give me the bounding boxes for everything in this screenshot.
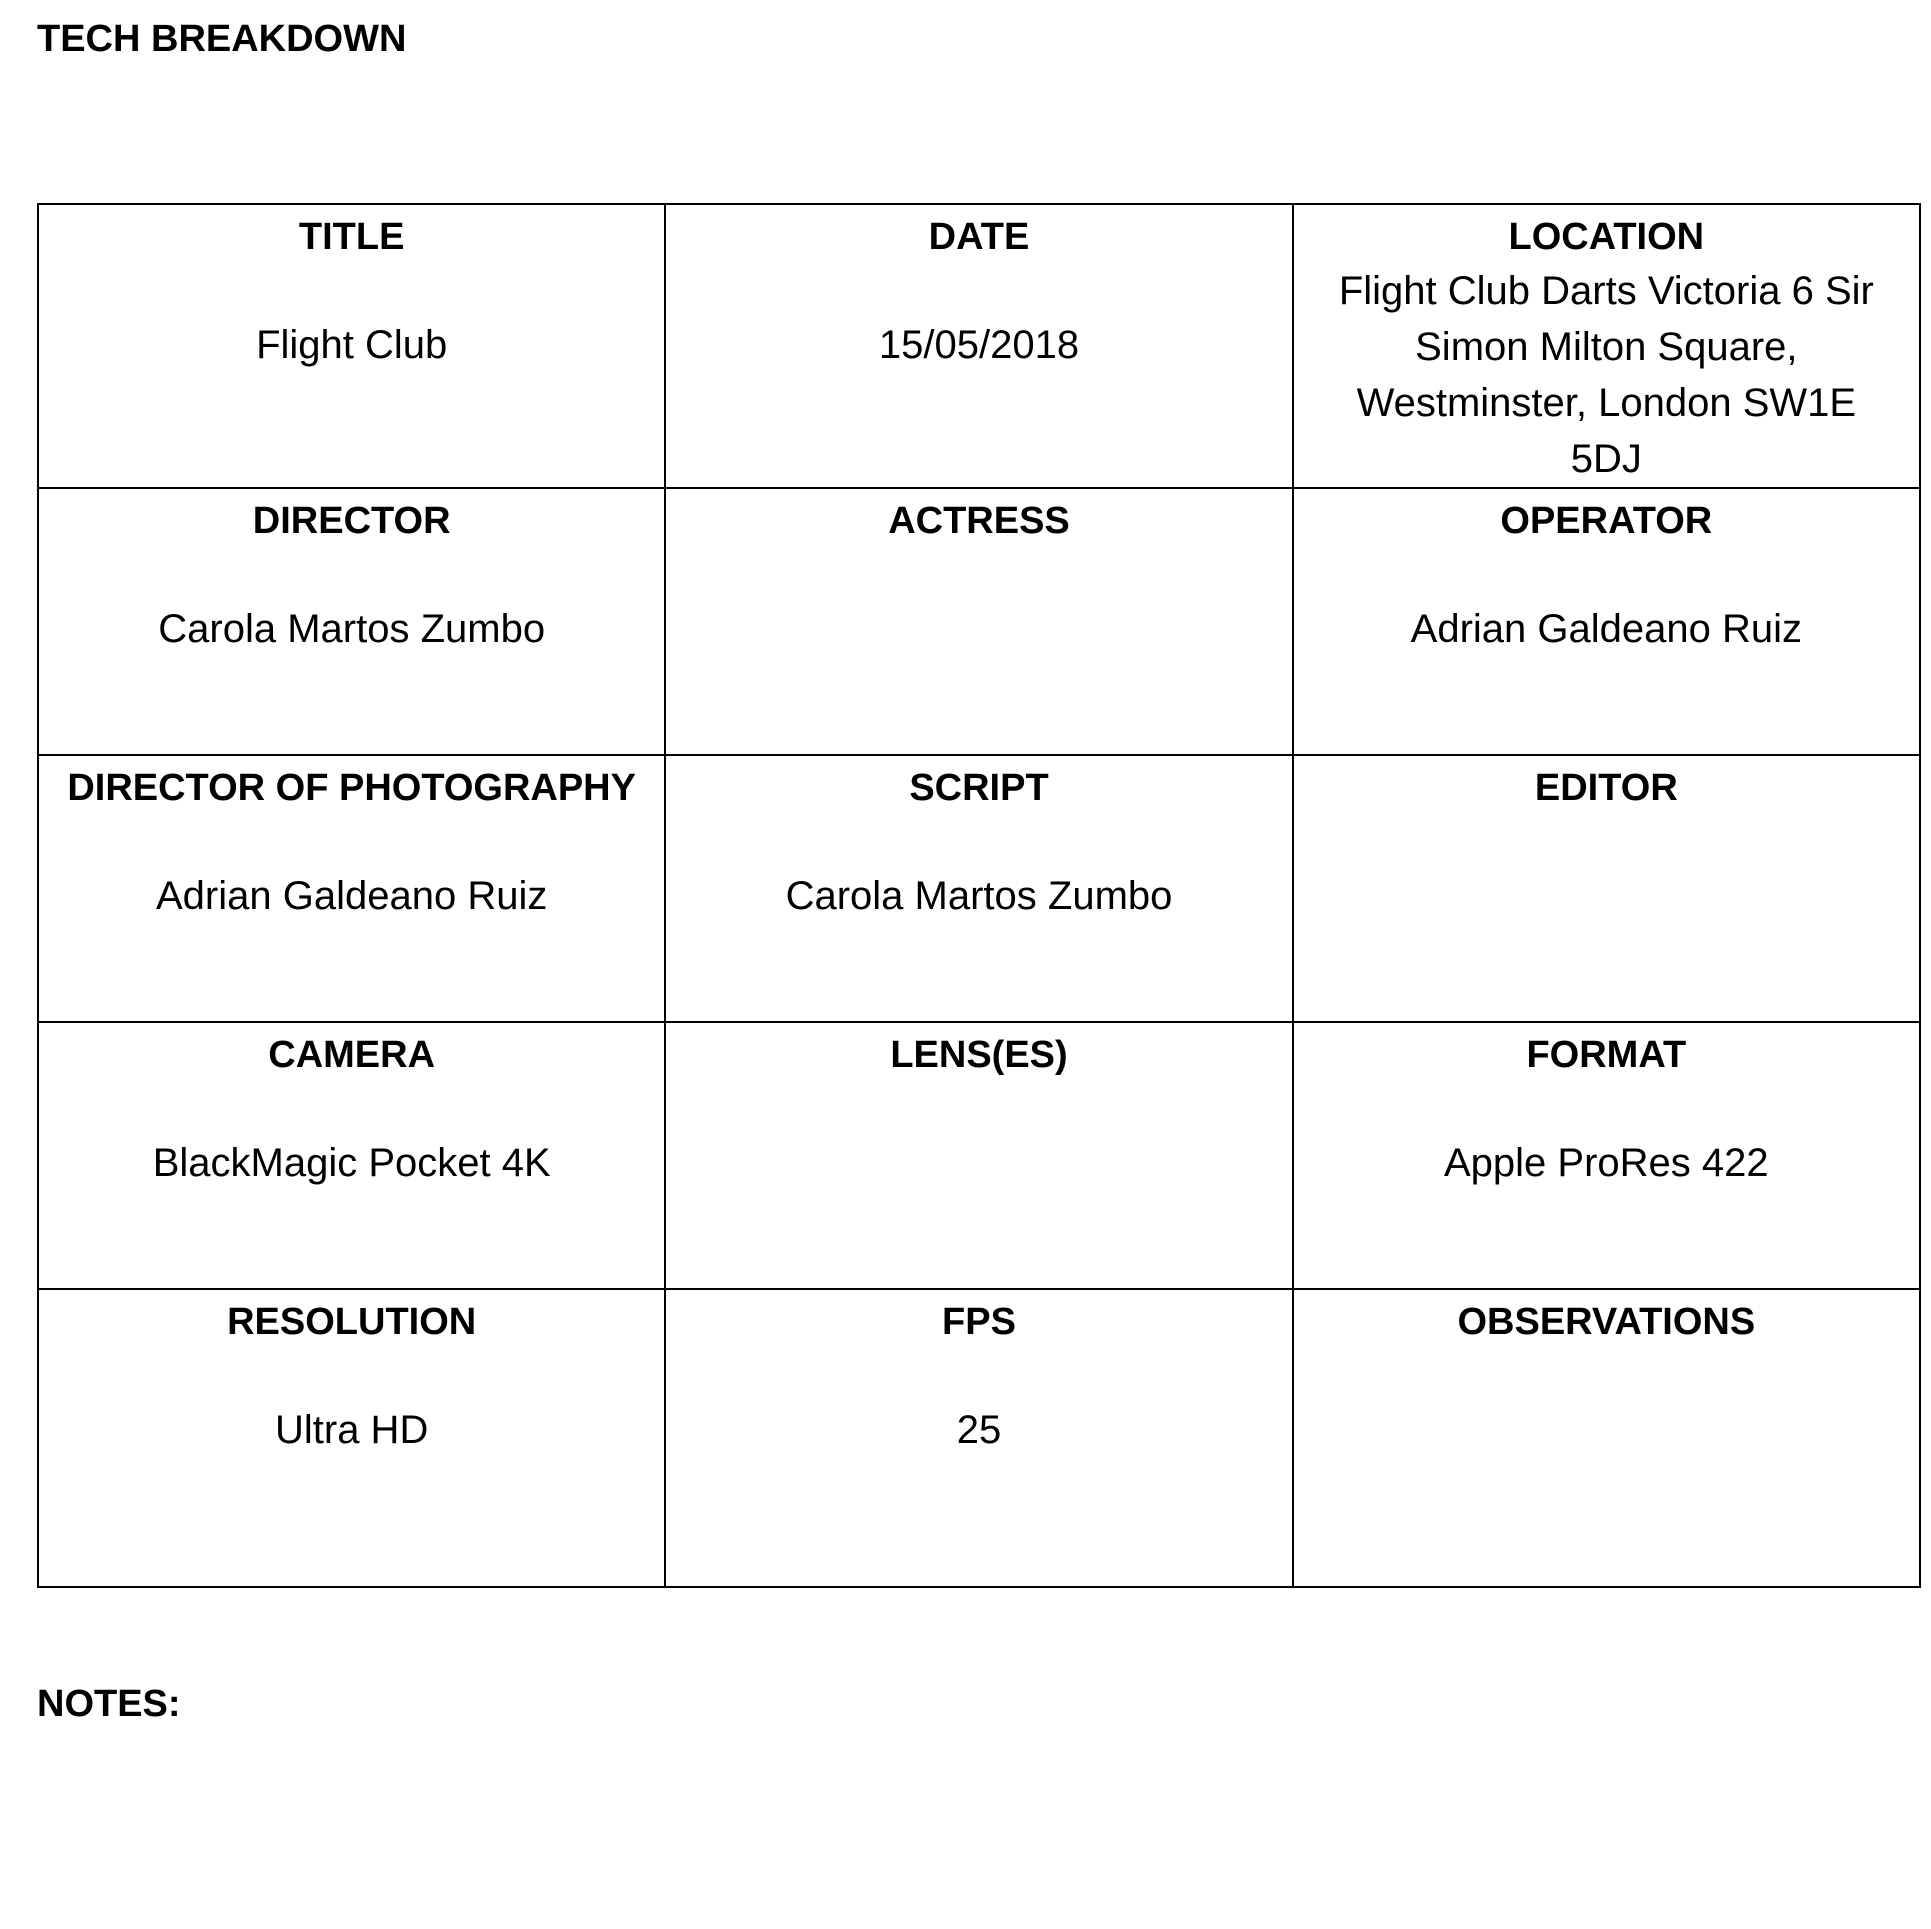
date-value: 15/05/2018: [878, 323, 1080, 367]
observations-cell: [1293, 1289, 1920, 1587]
director-of-photography-value: Adrian Galdeano Ruiz: [155, 874, 548, 918]
format-label: FORMAT: [1526, 1034, 1687, 1076]
notes-label: NOTES:: [37, 1683, 181, 1725]
director-of-photography-cell: [38, 755, 665, 1022]
fps-label: FPS: [942, 1301, 1016, 1343]
editor-label: EDITOR: [1534, 767, 1678, 809]
actress-cell: [665, 488, 1292, 755]
resolution-cell: [38, 1289, 665, 1587]
director-of-photography-label: DIRECTOR OF PHOTOGRAPHY: [67, 767, 636, 809]
format-value: Apple ProRes 422: [1444, 1141, 1769, 1185]
location-value: Flight Club Darts Victoria 6 Sir Simon Milton Square, Westminster, London SW1E 5DJ: [1338, 269, 1874, 481]
script-value: Carola Martos Zumbo: [785, 874, 1173, 918]
date-cell: [665, 204, 1292, 488]
editor-cell: [1293, 755, 1920, 1022]
operator-value: Adrian Galdeano Ruiz: [1410, 607, 1802, 651]
director-cell: [38, 488, 665, 755]
operator-cell: [1293, 488, 1920, 755]
director-label: DIRECTOR: [252, 500, 451, 542]
document-title: TECH BREAKDOWN: [37, 18, 407, 60]
tech-breakdown-table: [37, 203, 1921, 1588]
title-label: TITLE: [298, 216, 405, 258]
actress-label: ACTRESS: [888, 500, 1070, 542]
script-cell: [665, 755, 1292, 1022]
table-row: [38, 488, 1920, 755]
location-label: LOCATION: [1508, 216, 1705, 258]
camera-label: CAMERA: [268, 1034, 436, 1076]
location-cell: [1293, 204, 1920, 488]
lenses-label: LENS(ES): [890, 1034, 1068, 1076]
camera-cell: [38, 1022, 665, 1289]
fps-value: 25: [956, 1408, 1002, 1452]
title-cell: [38, 204, 665, 488]
table-row: [38, 1022, 1920, 1289]
resolution-value: Ultra HD: [274, 1408, 429, 1452]
date-label: DATE: [928, 216, 1030, 258]
camera-value: BlackMagic Pocket 4K: [152, 1141, 551, 1185]
script-label: SCRIPT: [909, 767, 1049, 809]
resolution-label: RESOLUTION: [227, 1301, 477, 1343]
table-row: [38, 755, 1920, 1022]
title-value: Flight Club: [256, 323, 448, 367]
format-cell: [1293, 1022, 1920, 1289]
lenses-cell: [665, 1022, 1292, 1289]
operator-label: OPERATOR: [1500, 500, 1713, 542]
fps-cell: [665, 1289, 1292, 1587]
observations-label: OBSERVATIONS: [1457, 1301, 1756, 1343]
table-row: [38, 1289, 1920, 1587]
table-row: [38, 204, 1920, 488]
director-value: Carola Martos Zumbo: [158, 607, 546, 651]
